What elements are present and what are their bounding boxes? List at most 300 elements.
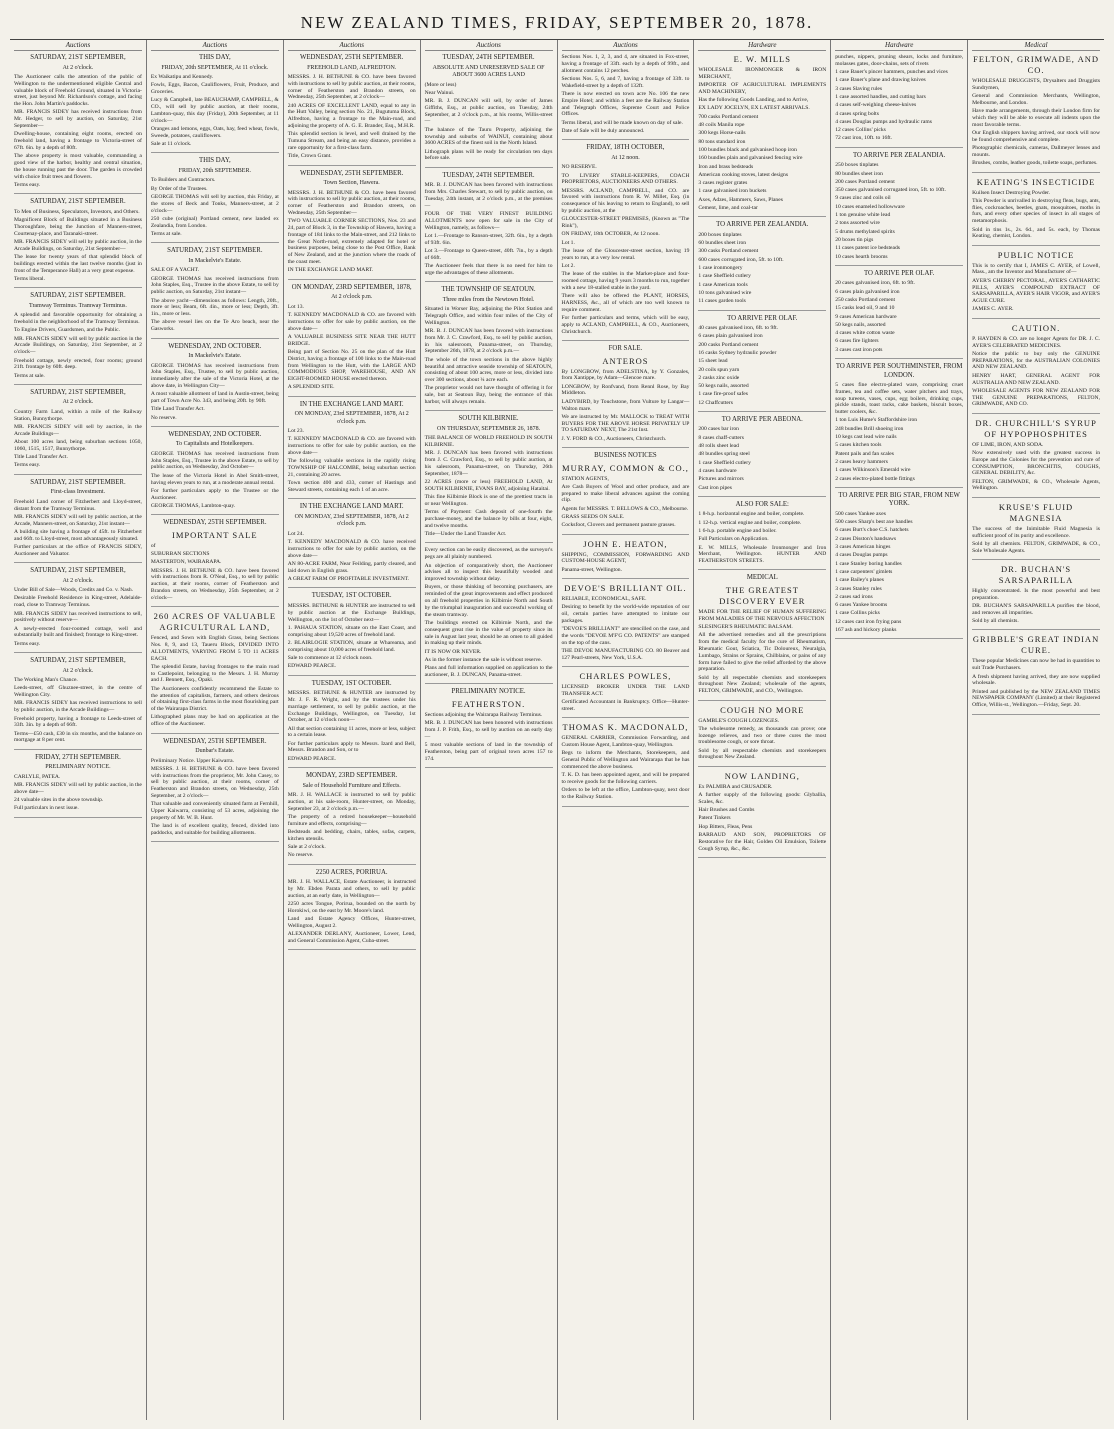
notice-paragraph: Sold in tins 1s., 2s. 6d., and 5s. each, by Thomas Keating, chemist, London. (972, 226, 1100, 240)
notice-paragraph: Oranges and lemons, eggs, Oats, hay, feed wheat, fowls, Sweede, potatoes, cauliflowers. (150, 126, 279, 139)
advertisement-notice (698, 705, 826, 767)
notice-heading: ON MONDAY, 23RD SEPTEMBER, 1878, (291, 283, 412, 291)
notice-paragraph: The Auctioneer calls the attention of the public of Wellington to the undermentioned eligible Central and valuable block of Freehold Ground, situated in Victoria-street, just beyond Mr. Richardson's cottage, and facing the Hon. John Martin's paddocks. (14, 74, 142, 108)
column-heading: Auctions (14, 40, 142, 51)
notice-paragraph: TO LIVERY STABLE-KEEPERS, COACH PROPRIETORS, AUCTIONEERS AND OTHERS. (561, 172, 690, 186)
notice-paragraph: 6 cases Burt's choe C.S. hatchets (835, 527, 909, 534)
notice-paragraph: WHOLESALE AGENTS FOR NEW ZEALAND FOR THE GENUINE PREPARATIONS, FELTON, GRIMWADE, AND CO. (972, 387, 1100, 408)
notice-paragraph: The lease of the stables in the Market-place and four-roomed cottage, having 9 years 3 months to run, together with a new 18-stalled stable in the yard. (561, 271, 690, 292)
notice-paragraph: MESSRS. J. H. BETHUNE & CO. have been favored with instructions to sell by public auction, at their rooms, corner of Featherston and Brandon streets, on Wednesday, 25th September, at 2 o'clock— (287, 74, 416, 101)
notice-paragraph: 1 cases Wilkinson's Emerald wire (835, 467, 911, 474)
notice-paragraph: To Engine Drivers, Guardsmen, and the Public. (14, 327, 121, 334)
notice-paragraph: 10 cases enameled hollowware (835, 203, 905, 210)
notice-heading: TO ARRIVE PER OLAF. (864, 269, 935, 277)
column-heading: Auctions (151, 40, 279, 51)
notice-paragraph: The above property is most valuable, commanding a good view of the harbor, healthy and central situation, the house running past the door. The garden is crowded with choice fruit trees and flowers. (14, 153, 142, 180)
notice-subheading: At 2 o'clock. (62, 577, 94, 584)
advertisement-notice (288, 284, 416, 397)
notice-heading: MEDICAL (746, 574, 778, 582)
notice-paragraph: A further supply of the following goods: Glyballia, Scales, &c. (698, 792, 827, 805)
notice-paragraph: 1 case Stanley boring handles (835, 560, 902, 567)
notice-paragraph: No reserve. (287, 852, 314, 859)
notice-paragraph: GEORGE THOMAS will sell by auction, this Friday, at the stores of Beck and Tonks, Manners-street, at 2 o'clock— (150, 194, 279, 214)
notice-subheading: Three miles from the Newtown Hotel. (442, 296, 535, 303)
notice-paragraph: No reserve. (150, 414, 177, 421)
notice-subheading: FRIDAY, 20th SEPTEMBER. (178, 167, 251, 174)
notice-heading: PRELIMINARY NOTICE. (451, 688, 526, 696)
notice-paragraph: Cast iron pipes (698, 484, 732, 491)
notice-paragraph: GRASS SEEDS ON SALE. (561, 514, 625, 521)
notice-paragraph: Ex Waikatipu and Kennedy. (150, 74, 214, 80)
notice-paragraph: 40 cases galvanised iron, 6ft. to 9ft. (698, 325, 779, 332)
notice-paragraph: JAMES C. AYER. (972, 306, 1014, 313)
notice-heading: FRIDAY, 27TH SEPTEMBER. (35, 753, 121, 761)
notice-heading: SATURDAY, 21ST SEPTEMBER, (30, 657, 126, 665)
notice-paragraph: GEORGE THOMAS has received instructions from John Staples, Esq., Trustee in the above Estate, to sell by public auction, on Wednesday, 2nd October— (150, 450, 279, 471)
column-7 (831, 40, 968, 1420)
notice-paragraph: 3 cases Slaving rules (835, 85, 883, 92)
advertisement-notice (151, 247, 279, 338)
notice-heading: TUESDAY, 1ST OCTOBER. (311, 592, 392, 600)
notice-subheading: ON MONDAY, 23rd SEPTEMBER, 1878, At 2 o'clock p.m. (294, 513, 409, 528)
notice-paragraph: Terms easy. (14, 462, 41, 469)
notice-paragraph: 1 case fire-proof safes (698, 391, 748, 398)
notice-heading: TO ARRIVE PER OLAF. (727, 314, 798, 322)
notice-paragraph: MESSRS. BETHUNE & HUNTER are instructed by Mr. J. F. R. Wright, and by the trustees under his marriage settlement, to sell by public auction, at the Exchange Buildings, Wellington, on Tuesday, 1st October, at 12 o'clock noon— (287, 690, 416, 724)
notice-paragraph: 80 bundles sheet iron (835, 170, 883, 177)
notice-paragraph: LICENSED BROKER UNDER THE LAND TRANSFER ACT. (561, 684, 690, 697)
notice-paragraph: 48 bundles spring steel (698, 451, 750, 458)
notice-display-title: CHARLES POWLES, (579, 671, 672, 682)
notice-subheading: Sale of Household Furniture and Effects. (302, 782, 401, 789)
notice-paragraph: Terms easy. (14, 181, 41, 188)
advertisement-notice (14, 198, 142, 288)
notice-paragraph: TWO VALUABLE CORNER SECTIONS, Nos. 23 and 24, part of Block 3, in the Township of Hawera, having a frontage of 184 links to the Main-street, and 212 links to the Great North-road, extremely adapted for hotel or business purposes, being close to the Post Office, Bank of New Zealand, and at the junction where the roads of the coast meet. (287, 218, 416, 266)
notice-heading: IN THE EXCHANGE LAND MART. (299, 503, 404, 511)
column-5 (558, 40, 695, 1420)
notice-heading: TO ARRIVE PER ZEALANDIA. (716, 221, 809, 229)
masthead-title: NEW ZEALAND TIMES, FRIDAY, SEPTEMBER 20, 1878. (300, 13, 814, 32)
notice-paragraph: 500 cases Yankee axes (835, 510, 886, 517)
notice-heading: WEDNESDAY, 2ND OCTOBER. (168, 430, 262, 438)
notice-paragraph: For further particulars and terms, which will be easy, apply to ACLAND, CAMPBELL, & CO., Auctioneers, Christchurch. (561, 315, 690, 335)
notice-subheading: Town Section, Hawera. (323, 180, 380, 187)
notice-paragraph: Ex PALMIRA and CRUSADER. (698, 783, 773, 790)
notice-paragraph: That valuable and conveniently situated farm at Fernhill, Upper Kaiwarra, consisting of 53 acres, adjoining the property of Mr. W. B. Hunt. (150, 801, 279, 821)
notice-paragraph: Certificated Accountant in Bankruptcy. Office—Hunter-street. (561, 699, 690, 713)
column-heading: Auctions (562, 40, 690, 51)
advertisement-notice (972, 418, 1100, 498)
notice-paragraph: GEORGE THOMAS, Lambton-quay. (150, 502, 236, 509)
column-heading: Medical (972, 40, 1100, 51)
notice-display-title: MURRAY, COMMON & CO., (562, 462, 689, 473)
columns-container (10, 40, 1104, 1420)
advertisement-notice (151, 519, 279, 607)
notice-paragraph: This Powder is unrivalled in destroying fleas, bugs, ants, flies, cockroaches, beetles, gnats, mosquitoes, moths in furs, and every other species of insect in all stages of metamorphosis. (972, 197, 1100, 225)
notice-paragraph: A building site having a frontage of 45ft. to Fitzherbert and 66ft. to Lloyd-street, most advantageously situated. (14, 528, 142, 542)
notice-paragraph: 1 12-h.p. vertical engine and boiler, complete. (698, 519, 802, 526)
notice-paragraph: 1 case Sheffield cutlery (698, 273, 751, 280)
notice-display-title: IMPORTANT SALE (172, 529, 258, 540)
notice-paragraph: The whole of the town sections in the above highly beautiful and attractive seaside township of SEATOUN, consisting of about 100 acres, more or less, divided into over 300 sections, about ¼ acre each. (424, 356, 553, 384)
advertisement-notice (14, 657, 142, 750)
notice-paragraph: This fine Kilbirnie Block is one of the prettiest tracts in or near Wellington. (424, 494, 553, 507)
notice-paragraph: To Men of Business, Speculators, Investors, and Others. (14, 208, 140, 215)
advertisement-notice (972, 54, 1100, 173)
notice-paragraph: Full Particulars on Application. (698, 536, 769, 543)
notice-paragraph: Situated in Worser Bay, adjoining the Pilot Station and Telegraph Office, and within four miles of the City of Wellington. (424, 306, 553, 326)
notice-paragraph: BARRAUD AND SON, PROPRIETORS OF Restorative for the Hair, Golden Oil Emulsion, Toilette Cough Syrup, &c., &c. (698, 832, 827, 852)
notice-paragraph: The wholesome remedy, as thousands can prove; one lozenge relieves, and two or three cures the most troublesome cough, or sore throat. (698, 725, 827, 746)
notice-paragraph: All that section containing 11 acres, more or less, subject to a certain lease. (287, 725, 416, 739)
notice-paragraph: 4 cases Douglas pumps (835, 552, 888, 559)
column-1 (10, 40, 147, 1420)
notice-paragraph: The lease for twenty years of that splendid block of buildings erected within the last twelve months (just in front of the Temperance Hall) at a very great expense. (14, 254, 142, 274)
notice-paragraph: A GREAT FARM OF PROFITABLE INVESTMENT. (287, 576, 410, 583)
notice-paragraph: This is to certify that I, JAMES C. AYER, of Lowell, Mass., am the Inventor and Manufacturer of— (972, 262, 1100, 276)
notice-paragraph: Highly concentrated. Is the most powerful and best preparation. (972, 587, 1100, 601)
notice-paragraph: MR. B. J. DUNCAN has been honored with instructions from J. P. Frith, Esq., to sell by auction on an early day— (424, 720, 553, 740)
notice-paragraph: 1 case Collins picks (835, 610, 880, 617)
notice-paragraph: 48 rolls sheet lead (698, 443, 739, 450)
notice-paragraph: GEORGE THOMAS has received instructions from John Staples, Esq., Trustee, to sell by public auction, immediately after the sale of the Victoria Hotel, at the above date, in Wellington City— (150, 362, 279, 389)
notice-paragraph: Terms easy. (14, 640, 41, 647)
notice-paragraph: 1 case ironmongery (698, 265, 743, 272)
notice-paragraph: MESSRS. ACLAND, CAMPBELL, and CO. are favored with instructions from R. W. Millet, Esq. (in consequence of his leaving to return to England), to sell by public auction, at the (561, 187, 690, 215)
notice-paragraph: There will also be offered the PLANT, HORSES, HARNESS, &c., all of which are too well known to require comment. (561, 293, 690, 313)
notice-heading: FRIDAY, 18TH OCTOBER, (586, 144, 665, 152)
notice-paragraph: MR. FRANCIS SIDEY has received instructions to sell, positively without reserve— (14, 610, 142, 624)
advertisement-notice (562, 671, 690, 718)
notice-paragraph: Sold by all chemists. FELTON, GRIMWADE, & CO., Sole Wholesale Agents. (972, 540, 1100, 554)
notice-paragraph: 6 cases Yankee brooms (835, 602, 888, 609)
masthead (10, 8, 1104, 40)
notice-paragraph: Lot 2. (561, 263, 575, 270)
notice-paragraph: Lot 1.—Frontage to Ranson-street, 32ft. 6in., by a depth of 93ft. 6in. (424, 232, 553, 246)
notice-paragraph: MADE FOR THE RELIEF OF HUMAN SUFFERING FROM MALADIES OF THE NERVOUS AFFECTION (698, 608, 827, 622)
notice-subheading: At 2 o'clock. (62, 399, 94, 406)
advertisement-notice (425, 172, 553, 282)
notice-paragraph: NO RESERVE. (561, 164, 597, 171)
notice-paragraph: Sale to commence at 12 o'clock noon. (287, 655, 373, 662)
notice-paragraph: of (150, 542, 156, 549)
notice-paragraph: SHIPPING, COMMISSION, FORWARDING AND CUSTOM-HOUSE AGENT, (561, 551, 690, 565)
notice-paragraph: Fowls, Eggs, Bacon, Cauliflowers, Fruit, Produce, and Groceries. (150, 82, 279, 96)
notice-paragraph: MR. J. H. WALLACE is instructed to sell by public auction, at his sale-room, Hunter-street, on Monday, September 23, at 2 o'clock p.m.— (287, 792, 416, 812)
notice-paragraph: 11 cases garden tools (698, 298, 746, 305)
notice-paragraph: 700 casks Portland cement (698, 113, 759, 120)
notice-paragraph: Lithograph plans will be ready for circulation ten days before sale. (424, 148, 553, 162)
notice-paragraph: 10 kegs cast lead wire nails (835, 434, 897, 441)
notice-paragraph: 2 cases sad irons (835, 593, 873, 600)
notice-paragraph: MESSRS. J. H. BETHUNE & CO. have been favored with instructions from R. O'Neal, Esq., to sell by public auction, at their rooms, corner of Featherston and Brandon streets, on Wednesday, 25th September, at 2 o'clock— (150, 567, 279, 601)
notice-paragraph: EX LADY JOCELYN, EX LATEST ARRIVALS. (698, 105, 810, 112)
notice-paragraph: MR. FRANCIS SIDEY will sell by public auction, at the Arcade, Manners-street, on Saturday, 21st instant— (14, 513, 142, 527)
notice-paragraph: 250 casks Portland cement (835, 296, 896, 303)
notice-paragraph: The property of a retired housekeeper—household furniture and effects, comprising— (287, 813, 416, 827)
notice-paragraph: Preliminary Notice. Upper Kaiwarra. (150, 757, 234, 764)
notice-heading: THIS DAY, (198, 157, 231, 165)
notice-paragraph: 20 coils spun yarn (698, 366, 740, 373)
notice-display-title: THE GREATEST DISCOVERY EVER (719, 584, 806, 606)
notice-heading: WEDNESDAY, 25TH SEPTEMBER. (163, 519, 267, 527)
notice-paragraph: AYER'S CHERRY PECTORAL, AYER'S CATHARTIC PILLS, AYER'S COMPOUND EXTRACT OF SARSAPARILLA, AYER'S HAIR VIGOR, and AYER'S AGUE CURE. (972, 277, 1100, 305)
notice-display-title: DEVOE'S BRILLIANT OIL. (564, 583, 687, 594)
notice-paragraph: Dwelling-house, containing eight rooms, erected on freehold land, having a frontage to Victoria-street of 67ft. 6in. by a depth of 80ft. (14, 131, 142, 151)
notice-paragraph: EDWARD PEARCE. (287, 663, 336, 670)
notice-paragraph: 1 8-h.p. horizontal engine and boiler, complete. (698, 511, 805, 518)
advertisement-notice (288, 54, 416, 166)
notice-paragraph: 1 case American tools (698, 281, 748, 288)
notice-paragraph: 20 boxes tin pigs (835, 236, 874, 243)
notice-paragraph: MASTERTON, WAIRARAPA. (150, 559, 222, 566)
notice-heading: WEDNESDAY, 2ND OCTOBER. (168, 342, 262, 350)
notice-display-title: THOMAS K. MACDONALD, (562, 722, 689, 733)
notice-paragraph: 1 6-h.p. portable engine and boiler. (698, 527, 777, 534)
notice-paragraph: GAMBLE'S COUGH LOZENGES. (698, 717, 780, 724)
notice-paragraph: 2 cases Disston's handsaws (835, 535, 897, 542)
notice-subheading: ABSOLUTE AND UNRESERVED SALE OF ABOUT 3600 ACRES LAND (432, 64, 545, 78)
notice-paragraph: Have made arrangements, through their London firm for which they will be able to execute all indents upon the most favorable terms. (972, 108, 1100, 128)
advertisement-notice (151, 738, 279, 843)
notice-paragraph: Kuilsen Insect Destroying Powder. (972, 189, 1051, 196)
notice-paragraph: MR. J. H. WALLACE, Estate Auctioneer, is instructed by Mr. Ebden Parata and others, to sell by public auction, at an early date, in Wellington— (287, 879, 416, 899)
notice-heading: TO ARRIVE PER SOUTHMINSTER, FROM LONDON. (835, 363, 963, 379)
notice-paragraph: 1 case carpenters' gimlets (835, 568, 893, 575)
notice-paragraph: MESSRS. BETHUNE & HUNTER are instructed to sell by public auction at the Exchange Buildings, Wellington, on the 1st of October next— (287, 602, 416, 623)
notice-heading: BUSINESS NOTICES (594, 452, 657, 460)
notice-paragraph: A most valuable allotment of land in Austin-street, being part of Town Acre No. 343, and being 20ft. by 90ft. (150, 391, 279, 404)
notice-paragraph: Date of Sale will be duly announced. (561, 127, 645, 134)
notice-heading: WEDNESDAY, 25TH SEPTEMBER. (163, 737, 267, 745)
notice-paragraph: General and Commission Merchants, Wellington, Melbourne, and London. (972, 93, 1100, 106)
notice-paragraph: 200 boxes tinplates (698, 231, 742, 238)
advertisement-notice (14, 389, 142, 475)
notice-paragraph: punches, nippers, pruning shears, locks and furniture, molasses gates, door-chains, sets of rivets (835, 54, 964, 67)
notice-paragraph: E. W. MILLS, Wholesale Ironmonger and Iron Merchant, Wellington. HUNTER AND FEATHERSTON STREETS. (698, 544, 827, 565)
column-heading: Hardware (698, 40, 826, 51)
notice-paragraph: 160 bundles plain and galvanised fencing wire (698, 155, 803, 162)
notice-paragraph: T. K. D. has been appointed agent, and will be prepared to receive goods for the following carriers. (561, 772, 690, 786)
notice-paragraph: Sold by all respectable chemists and storekeepers throughout New Zealand. (698, 747, 827, 761)
advertisement-notice (835, 270, 963, 359)
notice-heading: SATURDAY, 21ST SEPTEMBER, (30, 567, 126, 575)
advertisement-notice (151, 157, 279, 243)
notice-paragraph: Sections Nos. 5, 6, and 7, having a frontage of 33ft. to Wakefield-street by a depth of 132ft. (561, 75, 690, 89)
notice-paragraph: The Working Man's Chance. (14, 677, 78, 684)
notice-paragraph: 15 casks lead oil, 9 and 10 (835, 305, 895, 312)
notice-paragraph: The land is of excellent quality, fenced, divided into paddocks, and suitable for building allotments. (150, 823, 279, 836)
notice-paragraph: MR. FRANCIS SIDEY will sell by public auction, in the above date— (14, 781, 142, 795)
notice-subheading: ON THURSDAY, SEPTEMBER 26, 1878. (437, 425, 541, 432)
notice-paragraph: MR. J. DUNCAN has been favored with instructions from J. C. Crawford, Esq., to sell by public auction, at his salesroom, Panama-street, on Thursday, 26th September, 1878— (424, 450, 553, 477)
notice-heading: FOR SALE. (608, 345, 643, 353)
notice-paragraph: Leeds-street, off Ghuznee-street, in the centre of Wellington City. (14, 685, 142, 699)
notice-display-title: COUGH NO MORE (720, 704, 805, 715)
notice-paragraph: Lithographed plans may be had on application at the office of the Auctioneer. (150, 714, 279, 728)
advertisement-notice (698, 315, 826, 412)
notice-paragraph: FELTON, GRIMWADE, & CO., Wholesale Agents, Wellington. (972, 478, 1100, 492)
notice-paragraph: Hop Bitters, Fleas, Pens (698, 823, 753, 830)
notice-paragraph: A VALUABLE BUSINESS SITE NEAR THE HUTT BRIDGE. (287, 333, 416, 347)
notice-paragraph: Desirable Freehold Residence in King-street, Adelaide-road, close to Tramway Terminus. (14, 595, 142, 609)
notice-paragraph: Lot 1. (561, 239, 575, 246)
notice-paragraph: 240 ACRES OF EXCELLENT LAND, equal to any in the Hutt Valley, being section No. 21, Bugutuma Block, Alfredton, having a frontage to the Main-road, and adjoining the property of A. G. E. Brander, Esq., M.H.R. (287, 102, 416, 130)
notice-paragraph: The proprietor would not have thought of offering it for sale, but at Seatoun Bay, being the entrance of this harbor, will always remain. (424, 385, 553, 405)
notice-subheading: Tramway Terminus. Tramway Terminus. (28, 302, 127, 309)
notice-paragraph: 1 ton Luis Hume's Staffordshire iron (835, 417, 918, 424)
notice-paragraph: 2 cases electro-plated bottle fittings (835, 475, 915, 482)
notice-paragraph: T. KENNEDY MACDONALD & CO. have received instructions to offer for sale by public auction, on the above date— (287, 539, 416, 559)
notice-paragraph: 4 cases spring bolts (835, 110, 879, 117)
advertisement-notice (425, 54, 553, 168)
notice-heading: SATURDAY, 21ST SEPTEMBER. (167, 247, 263, 255)
column-heading: Hardware (835, 40, 963, 51)
notice-paragraph: The lease of the Victoria Hotel in Abel Smith-street, having eleven years to run, at a moderate annual rental. (150, 472, 279, 486)
notice-paragraph: Our English shippers having arrived, our stock will now be found comprehensive and complete. (972, 130, 1100, 143)
notice-paragraph: 1 case assorted handles, and cutting bars (835, 93, 926, 100)
notice-paragraph: "DEVOE'S BRILLIANT" are stencilled on the case, and the words "DEVOE M'F'G CO. PATENTS" are stamped on the top of the cans. (561, 626, 690, 646)
notice-paragraph: Panama-street, Wellington. (561, 566, 622, 573)
notice-display-title: FELTON, GRIMWADE, AND CO. (973, 54, 1099, 75)
notice-paragraph: IN THE EXCHANGE LAND MART. (287, 267, 374, 274)
notice-paragraph: WHOLESALE IRONMONGER & IRON MERCHANT, (698, 67, 827, 80)
notice-heading: ALSO FOR SALE: (735, 500, 789, 508)
notice-paragraph: The above yacht—dimensions as follows: Length, 20ft., more or less; Beam, 6ft. 4in., more or less; Depth, 3ft. 1in., more or less. (150, 297, 279, 318)
notice-paragraph: 48 coils Manila rope (698, 122, 745, 129)
notice-paragraph: Agents for MESSRS. T. BELLOWS & CO., Melbourne. (561, 505, 689, 512)
notice-paragraph: T. KENNEDY MACDONALD & CO. are favored with instructions to offer for sale by public auction, on the above date— (287, 311, 416, 332)
notice-paragraph: 300 casks Portland cement (698, 248, 759, 255)
notice-heading: WEDNESDAY, 25TH SEPTEMBER. (299, 54, 404, 61)
advertisement-notice (698, 221, 826, 310)
notice-heading: TUESDAY, 24TH SEPTEMBER. (442, 54, 535, 61)
notice-paragraph: For further particulars apply to the Trustee or the Auctioneer. (150, 487, 279, 501)
notice-paragraph: SUBURBAN SECTIONS (150, 551, 210, 558)
notice-subheading: At 12 noon. (611, 154, 640, 161)
notice-heading: TUESDAY, 1ST OCTOBER. (311, 679, 392, 687)
advertisement-notice (14, 754, 142, 818)
notice-paragraph: Notice the public to buy only the GENUINE PREPARATIONS, for the AUSTRALIAN COLONIES AND NEW ZEALAND. (972, 350, 1100, 371)
advertisement-notice (14, 292, 142, 385)
notice-paragraph: IMPORTER OF AGRICULTURAL IMPLEMENTS AND MACHINERY, (698, 82, 827, 95)
notice-heading: SATURDAY, 21ST SEPTEMBER, (30, 388, 126, 396)
notice-paragraph: AN 80-ACRE FARM, Near Feilding, partly cleared, and laid down in English grass. (287, 561, 416, 574)
advertisement-notice (972, 250, 1100, 319)
notice-display-title: 260 ACRES OF VALUABLE AGRICULTURAL LAND, (153, 611, 277, 633)
notice-heading: TUESDAY, 24TH SEPTEMBER. (442, 171, 535, 179)
notice-paragraph: MR. FRANCIS SIDEY will sell by auction, in the Arcade Buildings— (14, 423, 142, 437)
notice-paragraph: 1 case Bailey's planes (835, 577, 884, 584)
notice-paragraph: HENRY HART, GENERAL AGENT FOR AUSTRALIA AND NEW ZEALAND. (972, 372, 1100, 386)
notice-paragraph: GEORGE THOMAS has received instructions from John Staples, Esq., Trustee in the above Estate, to sell by public auction, on Saturday, 21st instant— (150, 275, 279, 296)
notice-paragraph: J. Y. FORD & CO., Auctioneers, Christchurch. (561, 435, 667, 442)
notice-paragraph: Land and Estate Agency Offices, Hunter-street, Wellington, August 2. (287, 916, 416, 930)
notice-paragraph: 167 ash and hickory planks (835, 627, 897, 634)
advertisement-notice (562, 144, 690, 341)
notice-paragraph: Lot 13. (287, 303, 304, 310)
notice-paragraph: A splendid and favorable opportunity for obtaining a freehold in the neighborhood of the Tramway Terminus. (14, 312, 142, 326)
advertisement-notice (288, 680, 416, 768)
notice-paragraph: 12 cases cast iron frying pans (835, 618, 902, 625)
notice-subheading: At 2 o'clock p.m. (331, 294, 373, 301)
notice-paragraph: 248 bundles Brill shoeing iron (835, 425, 904, 432)
notice-paragraph: By LONGBOW, from ADELSTINA, by Y. Gonzales, from Xantippe, by Adam—Glencoe mare. (561, 368, 690, 382)
notice-paragraph: 3 cases American hinges (835, 544, 891, 551)
notice-paragraph: EDWARD PEARCE. (287, 755, 336, 762)
notice-paragraph: Freehold cottage, newly erected, four rooms; ground 21ft. frontage by 60ft. deep. (14, 357, 142, 371)
notice-paragraph: CARLYLE, PATEA. (14, 773, 61, 780)
notice-paragraph: Are Cash Buyers of Wool and other produce, and are prepared to make liberal advances against the coming clip. (561, 483, 690, 504)
notice-display-title: CAUTION. (1011, 322, 1061, 333)
notice-paragraph: RELIABLE, ECONOMICAL, SAFE. (561, 596, 647, 603)
notice-paragraph: 200 cases Portland cement (835, 178, 895, 185)
notice-paragraph: Buyers, or those thinking of becoming purchasers, are reminded of the great improvements and effect produced on all freehold properties in Kilbirnie North and South by the triumphal inauguration and successful working of the steam tramway. (424, 584, 553, 618)
notice-paragraph: 20 cases galvanised iron, 6ft. to 9ft. (835, 280, 915, 287)
notice-paragraph: There is now erected on town acre No. 106 the new Empire Hotel; and within a feet are the Railway Station and Telegraph Offices, Supreme Court and Police Offices. (561, 90, 690, 118)
notice-paragraph: Lot 24. (287, 530, 304, 537)
notice-paragraph: Terms liberal. (14, 275, 45, 282)
notice-paragraph: 250 cube (original) Portland cement, new landed ex Zealandia, from London. (150, 215, 279, 229)
notice-subheading: In Mackelvie's Estate. (188, 353, 242, 360)
notice-paragraph: 5 cases kitchen tools (835, 442, 882, 449)
advertisement-notice (288, 503, 416, 588)
notice-paragraph: 300 kegs Horse-nails (698, 130, 746, 137)
notice-paragraph: Lucy & Campbell, late BEAUCHAMP, CAMPBELL, & CO., will sell by public auction, at their rooms, Lambton-quay, this day (Friday), 20th September, at 11 o'clock— (150, 97, 279, 124)
notice-paragraph: DR. BUCHAN'S SARSAPARILLA purifies the blood, and removes all impurities. (972, 603, 1100, 616)
notice-paragraph: Orders to be left at the office, Lambton-quay, next door to the Railway Station. (561, 787, 690, 801)
notice-paragraph: MR. B. J. DUNCAN will sell, by order of James Giffiths, Esq., at public auction, on Tuesday, 24th September, at 2 o'clock p.m., at his rooms, Willis-street— (424, 98, 553, 125)
notice-paragraph: 3 cases Stanley rules (835, 585, 882, 592)
notice-paragraph: The following valuable sections in the rapidly rising TOWNSHIP OF HALCOMBE, being suburban section 21, containing 20 acres. (287, 458, 416, 478)
notice-paragraph: MESSRS. J. H. BETHUNE & CO. have been favored with instructions from the proprietor, Mr. John Casey, to sell by public auction, at their rooms, corner of Featherston and Brandon streets, on Wednesday, 25th September, at 2 o'clock— (150, 765, 279, 799)
notice-paragraph: 1 case Bauer's plane and drawing knives (835, 77, 926, 84)
notice-heading: SOUTH KILBIRNIE. (458, 415, 519, 423)
advertisement-notice (425, 286, 553, 411)
advertisement-notice (972, 502, 1100, 560)
notice-paragraph: THE BALANCE OF WORLD FREEHOLD IN SOUTH KILBIRNIE. (424, 435, 553, 449)
notice-heading: TO ARRIVE PER BIG STAR, FROM NEW YORK. (838, 491, 960, 508)
notice-paragraph: STATION AGENTS, (561, 475, 609, 482)
notice-subheading: ON MONDAY, 23rd SEPTEMBER, 1878, At 2 o'clock p.m. (294, 411, 409, 425)
notice-heading: MONDAY, 23RD SEPTEMBER. (305, 772, 398, 780)
column-3 (284, 40, 421, 1420)
notice-paragraph: 600 cases corrugated iron, 5ft. to 10ft. (698, 256, 784, 263)
notice-paragraph: As in the former instance the sale is without reserve. (424, 656, 543, 663)
notice-paragraph: 2. BLAIRLOGIE STATION, situate at Whareama, and comprising about 10,000 acres of freehold land. (287, 639, 416, 653)
notice-paragraph: 4 cases white cotton waste (835, 330, 895, 337)
notice-paragraph: MR. FRANCIS SIDEY has received instructions from Mr. Hedger, to sell by auction, on Saturday, 21st September— (14, 109, 142, 130)
notice-paragraph: Freehold Land corner of Fitzherbert and Lloyd-street, distant from the Tramway Terminus. (14, 498, 142, 512)
notice-paragraph: P. HAYDEN & CO. are no longer Agents for DR. J. C. AYER'S CELEBRATED MEDICINES. (972, 335, 1100, 349)
advertisement-notice (835, 54, 963, 148)
notice-paragraph: GENERAL CARRIER, Commission Forwarding, and Custom House Agent, Lambton-quay, Wellington. (561, 735, 690, 749)
notice-paragraph: Near Wainui. (424, 89, 455, 96)
notice-paragraph: MR. B. J. DUNCAN has been favored with instructions from Mrs. Charles Stewart, to sell by public auction, on Tuesday, 24th instant, at 2 o'clock p.m., at the premises— (424, 182, 553, 209)
advertisement-notice (972, 564, 1100, 630)
notice-paragraph: THE DEVOE MANUFACTURING CO. 80 Beaver and 127 Pearl-streets, New York, U.S.A. (561, 648, 690, 661)
notice-paragraph: 350 cases galvanised corrugated iron, 5ft. to 10ft. (835, 187, 946, 194)
column-8 (968, 40, 1104, 1420)
notice-paragraph: Terms—£50 cash, £30 in six months, and the balance on mortgage at 8 per cent. (14, 730, 142, 744)
notice-paragraph: 24 valuable sites in the above township. (14, 797, 104, 804)
notice-paragraph: Cocksfoot, Clovers and permanent pasture grasses. (561, 522, 676, 529)
notice-paragraph: 12 cases Collins' picks (835, 127, 886, 134)
advertisement-notice (288, 170, 416, 280)
notice-paragraph: A fresh shipment having arrived, they are now supplied wholesale. (972, 673, 1100, 687)
notice-paragraph: About 100 acres land, being suburban sections 1050, 1060, 1515, 1517, Bunnythorpe. (14, 439, 142, 452)
notice-display-title: KRUSE'S FLUID MAGNESIA (998, 501, 1074, 523)
